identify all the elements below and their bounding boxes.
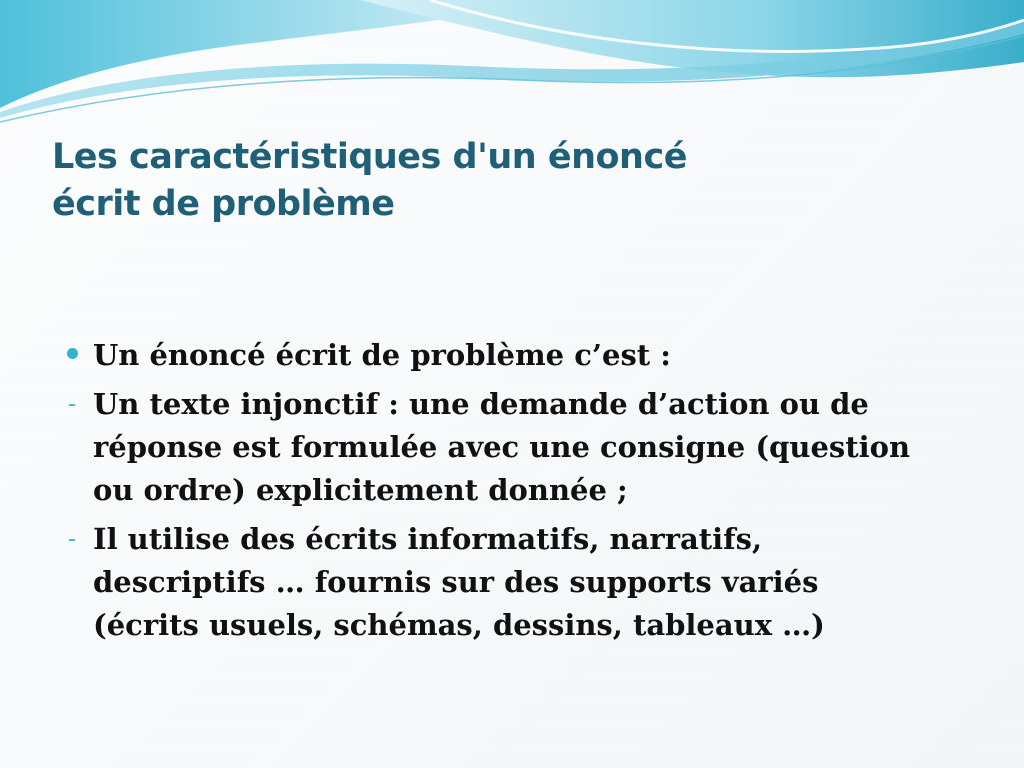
list-item-text-line: (écrits usuels, schémas, dessins, tableaux …) bbox=[93, 608, 825, 642]
list-item-text-line: descriptifs … fournis sur des supports variés bbox=[93, 565, 819, 599]
list-item-text-line: Un texte injonctif : une demande d’action ou de bbox=[93, 387, 869, 421]
bullet-list bbox=[60, 334, 980, 653]
list-item-text-line: réponse est formulée avec une consigne (question bbox=[93, 430, 911, 464]
dash-marker: - bbox=[68, 527, 76, 552]
list-item-text-line: Il utilise des écrits informatifs, narratifs, bbox=[93, 522, 763, 556]
dash-marker: - bbox=[68, 392, 76, 417]
slide-title bbox=[52, 134, 952, 228]
header-wave-decoration bbox=[0, 0, 1024, 130]
list-item bbox=[60, 383, 980, 512]
bullet-dot-icon bbox=[67, 348, 78, 359]
slide-title-line-2: écrit de problème bbox=[52, 184, 395, 224]
list-item-text-line: ou ordre) explicitement donnée ; bbox=[93, 473, 628, 507]
list-item-text: Un énoncé écrit de problème c’est : bbox=[93, 338, 671, 372]
slide-title-line-1: Les caractéristiques d'un énoncé bbox=[52, 137, 687, 177]
list-item bbox=[60, 518, 980, 647]
list-item bbox=[60, 334, 980, 377]
